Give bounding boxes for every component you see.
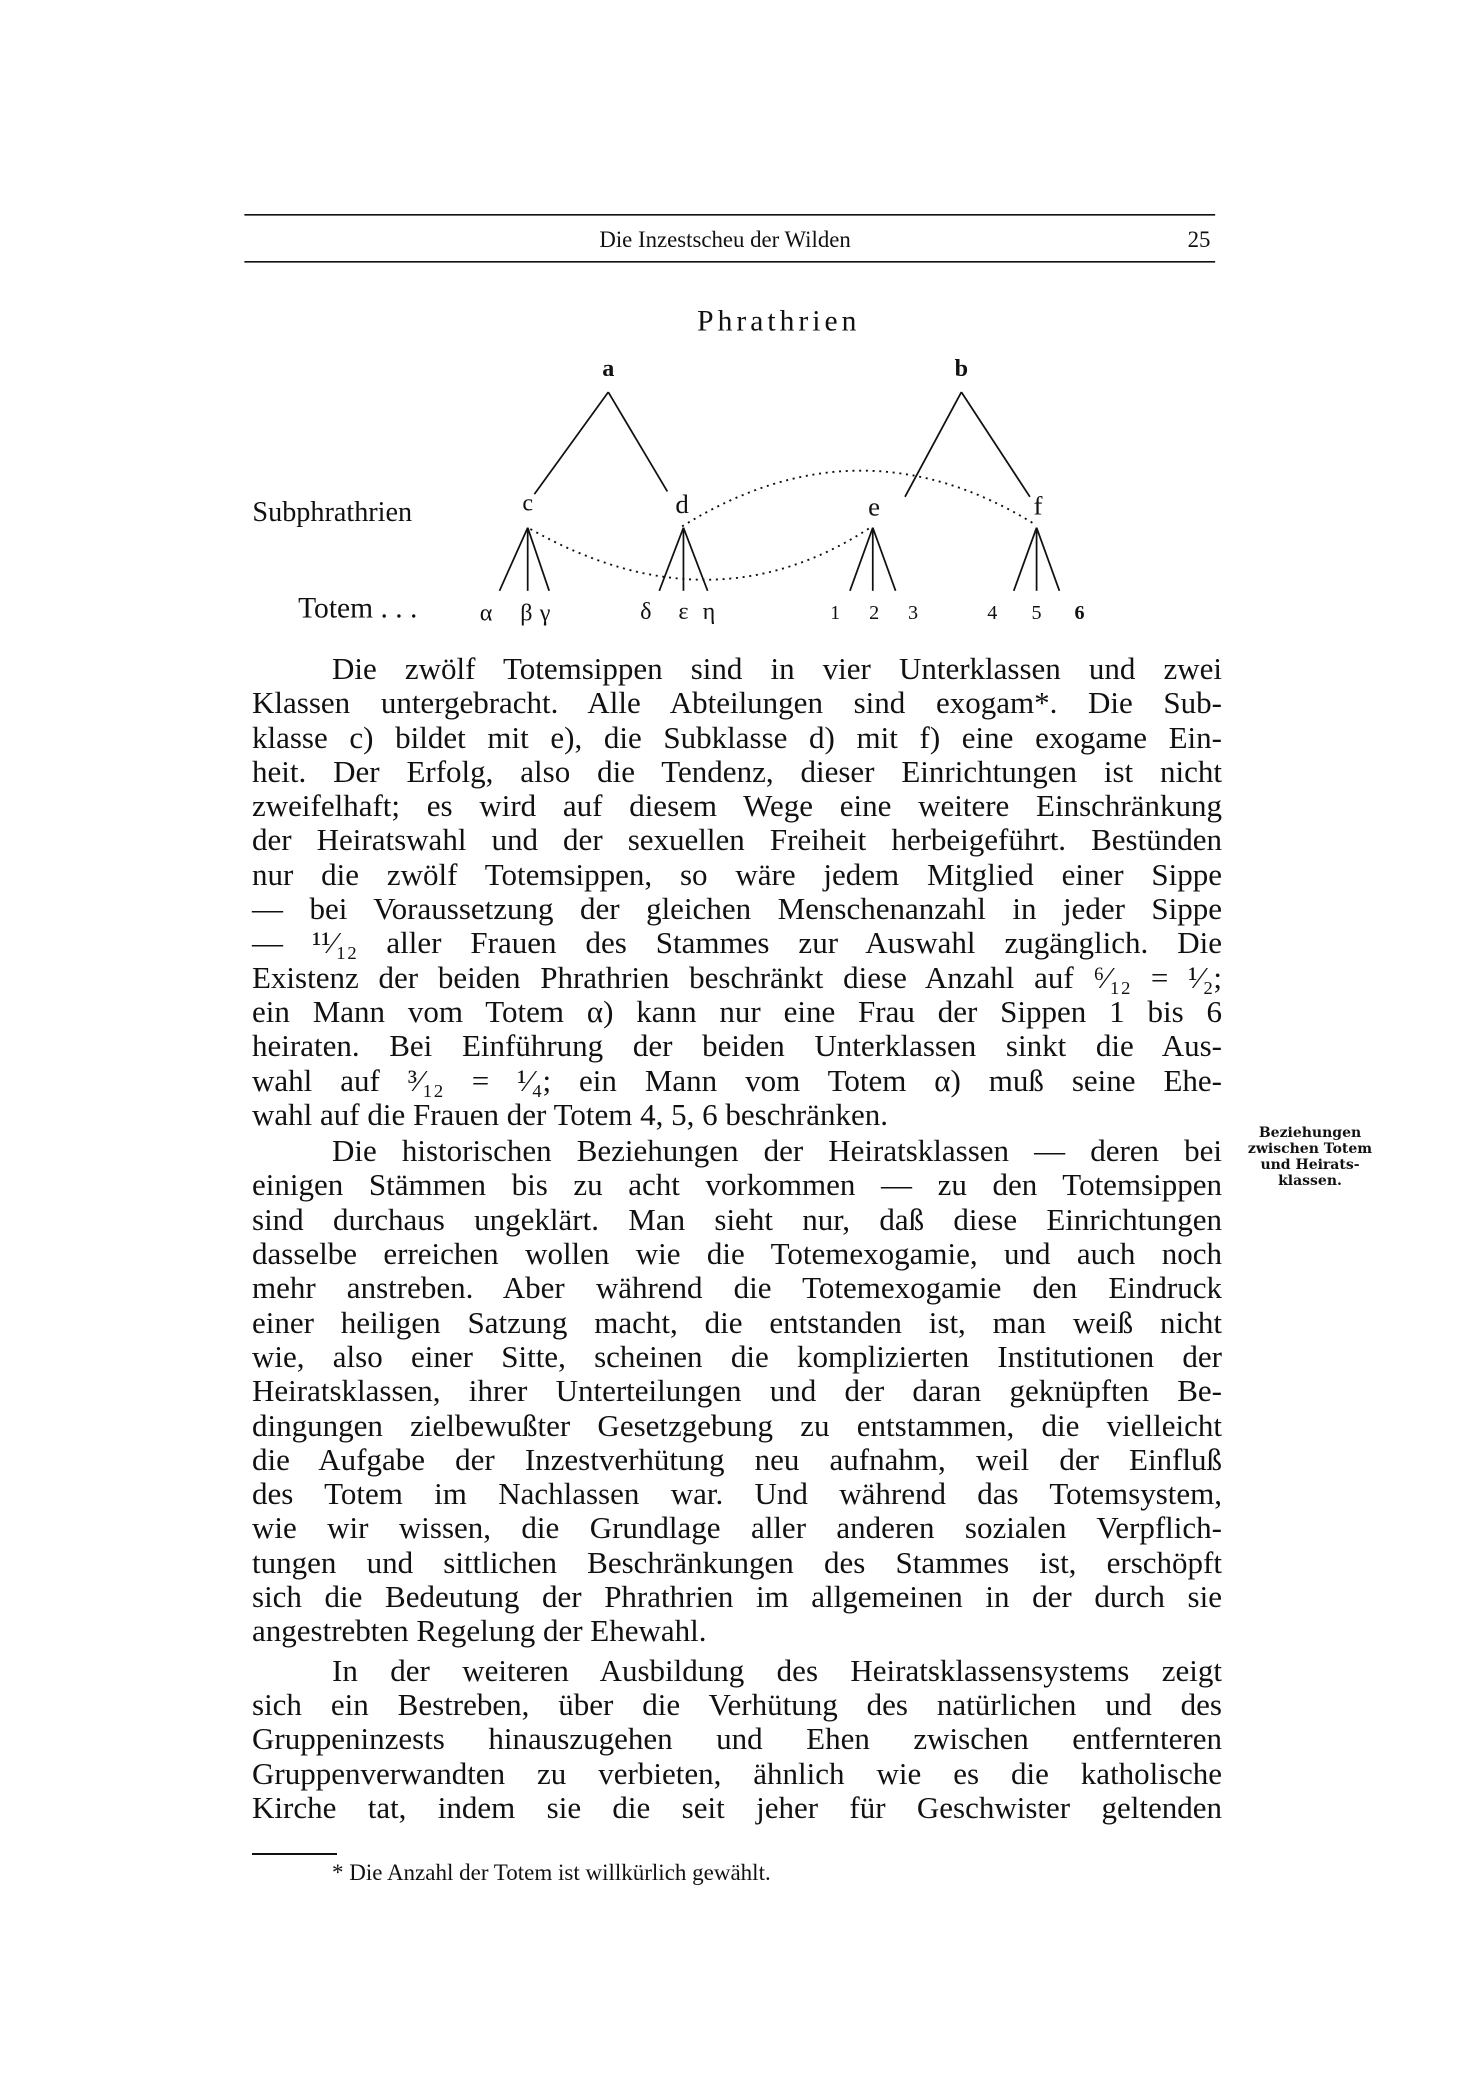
- totem-labels: [480, 598, 1085, 626]
- text-line: die Aufgabe der Inzestverhütung neu aufnahm, weil der Einfluß: [252, 1441, 1222, 1477]
- margin-note-line: zwischen Totem: [1247, 1141, 1373, 1157]
- text-line: klasse c) bildet mit e), die Subklasse d) mit f) eine exogame Ein-: [252, 719, 1222, 755]
- text-line: sich ein Bestreben, über die Verhütung des natürlichen und des: [252, 1686, 1222, 1722]
- footnote-rule: [252, 1853, 337, 1855]
- totem-delta: δ: [640, 598, 652, 626]
- phratry-label-a: a: [602, 354, 615, 382]
- text-line: Heiratsklassen, ihrer Unterteilungen und der daran geknüpften Be-: [252, 1373, 1222, 1409]
- totem-2: 2: [869, 602, 880, 625]
- text-line: Existenz der beiden Phrathrien beschränkt diese Anzahl auf ⁶⁄₁₂ = ¹⁄₂;: [252, 959, 1222, 995]
- subphratry-e: e: [868, 491, 881, 522]
- phratry-label-b: b: [954, 354, 969, 382]
- subphratry-d: d: [675, 488, 689, 519]
- totem-eta: η: [702, 598, 716, 626]
- text-line: zweifelhaft; es wird auf diesem Wege eine weitere Einschränkung: [252, 788, 1222, 824]
- body-text: [252, 652, 1222, 1825]
- text-line: mehr anstreben. Aber während die Totemexogamie den Eindruck: [252, 1270, 1222, 1306]
- margin-note-line: und Heirats-: [1260, 1157, 1360, 1173]
- diagram-tree-lines: [499, 392, 1059, 591]
- text-line: dingungen zielbewußter Gesetzgebung zu entstammen, die vielleicht: [252, 1407, 1222, 1443]
- text-line: — bei Voraussetzung der gleichen Menschenanzahl in jeder Sippe: [252, 891, 1222, 927]
- totem-6: 6: [1074, 602, 1085, 625]
- text-line: nur die zwölf Totemsippen, so wäre jedem Mitglied einer Sippe: [252, 856, 1222, 892]
- margin-note-line: Beziehungen: [1258, 1125, 1362, 1141]
- totem-gamma: γ: [539, 599, 551, 627]
- text-line: der Heiratswahl und der sexuellen Freiheit herbeigeführt. Bestünden: [252, 822, 1222, 858]
- text-line: wahl auf die Frauen der Totem 4, 5, 6 beschränken.: [252, 1096, 888, 1132]
- subphratries-label: Subphrathrien: [252, 496, 413, 528]
- text-line: Gruppenverwandten zu verbieten, ähnlich wie es die katholische: [252, 1755, 1222, 1791]
- text-line: In der weiteren Ausbildung des Heiratsklassensystems zeigt: [332, 1652, 1222, 1688]
- exogamy-link-d-f: [682, 471, 1034, 527]
- text-line: Die historischen Beziehungen der Heiratsklassen — deren bei: [332, 1133, 1222, 1169]
- diagram-title: Phrathrien: [697, 305, 861, 338]
- text-line: heiraten. Bei Einführung der beiden Unterklassen sinkt die Aus-: [252, 1028, 1222, 1064]
- text-line: wie, also einer Sitte, scheinen die komplizierten Institutionen der: [252, 1338, 1222, 1374]
- text-line: tungen und sittlichen Beschränkungen des Stammes ist, erschöpft: [252, 1544, 1222, 1580]
- text-line: einer heiligen Satzung macht, die entstanden ist, man weiß nicht: [252, 1304, 1222, 1340]
- text-line: des Totem im Nachlassen war. Und während das Totemsystem,: [252, 1476, 1222, 1512]
- totem-label: Totem . . .: [298, 592, 418, 625]
- page-number: 25: [1187, 227, 1211, 253]
- text-line: sind durchaus ungeklärt. Man sieht nur, daß diese Einrichtungen: [252, 1201, 1222, 1237]
- text-line: wie wir wissen, die Grundlage aller anderen sozialen Verpflich-: [252, 1510, 1222, 1546]
- text-line: Gruppeninzests hinauszugehen und Ehen zwischen entfernteren: [252, 1721, 1222, 1757]
- text-line: wahl auf ³⁄₁₂ = ¹⁄₄; ein Mann vom Totem α) muß seine Ehe-: [252, 1062, 1222, 1098]
- text-line: ein Mann vom Totem α) kann nur eine Frau der Sippen 1 bis 6: [252, 993, 1222, 1029]
- text-line: einigen Stämmen bis zu acht vorkommen — zu den Totemsippen: [252, 1167, 1222, 1203]
- text-line: — ¹¹⁄₁₂ aller Frauen des Stammes zur Auswahl zugänglich. Die: [252, 925, 1222, 961]
- totem-alpha: α: [479, 599, 493, 627]
- text-line: Kirche tat, indem sie die seit jeher für Geschwister geltenden: [252, 1789, 1222, 1825]
- text-line: sich die Bedeutung der Phrathrien im allgemeinen in der durch sie: [252, 1579, 1222, 1615]
- text-line: heit. Der Erfolg, also die Tendenz, dieser Einrichtungen ist nicht: [252, 753, 1222, 789]
- margin-note: [1242, 1125, 1378, 1189]
- running-title: Die Inzestscheu der Wilden: [599, 227, 851, 253]
- subphratry-f: f: [1033, 490, 1043, 521]
- totem-1: 1: [830, 602, 841, 625]
- text-line: Die zwölf Totemsippen sind in vier Unterklassen und zwei: [332, 651, 1222, 686]
- text-line: dasselbe erreichen wollen wie die Totemexogamie, und auch noch: [252, 1236, 1222, 1272]
- totem-beta: β: [520, 599, 533, 627]
- footnote: * Die Anzahl der Totem ist willkürlich gewählt.: [332, 1860, 771, 1885]
- text-line: Klassen untergebracht. Alle Abteilungen sind exogam*. Die Sub-: [252, 685, 1222, 721]
- text-line: angestrebten Regelung der Ehewahl.: [252, 1613, 707, 1649]
- totem-epsilon: ε: [678, 598, 689, 626]
- totem-5: 5: [1031, 602, 1042, 625]
- totem-4: 4: [987, 602, 998, 625]
- totem-3: 3: [908, 602, 919, 625]
- subphratry-c: c: [522, 489, 534, 517]
- margin-note-line: klassen.: [1278, 1173, 1342, 1189]
